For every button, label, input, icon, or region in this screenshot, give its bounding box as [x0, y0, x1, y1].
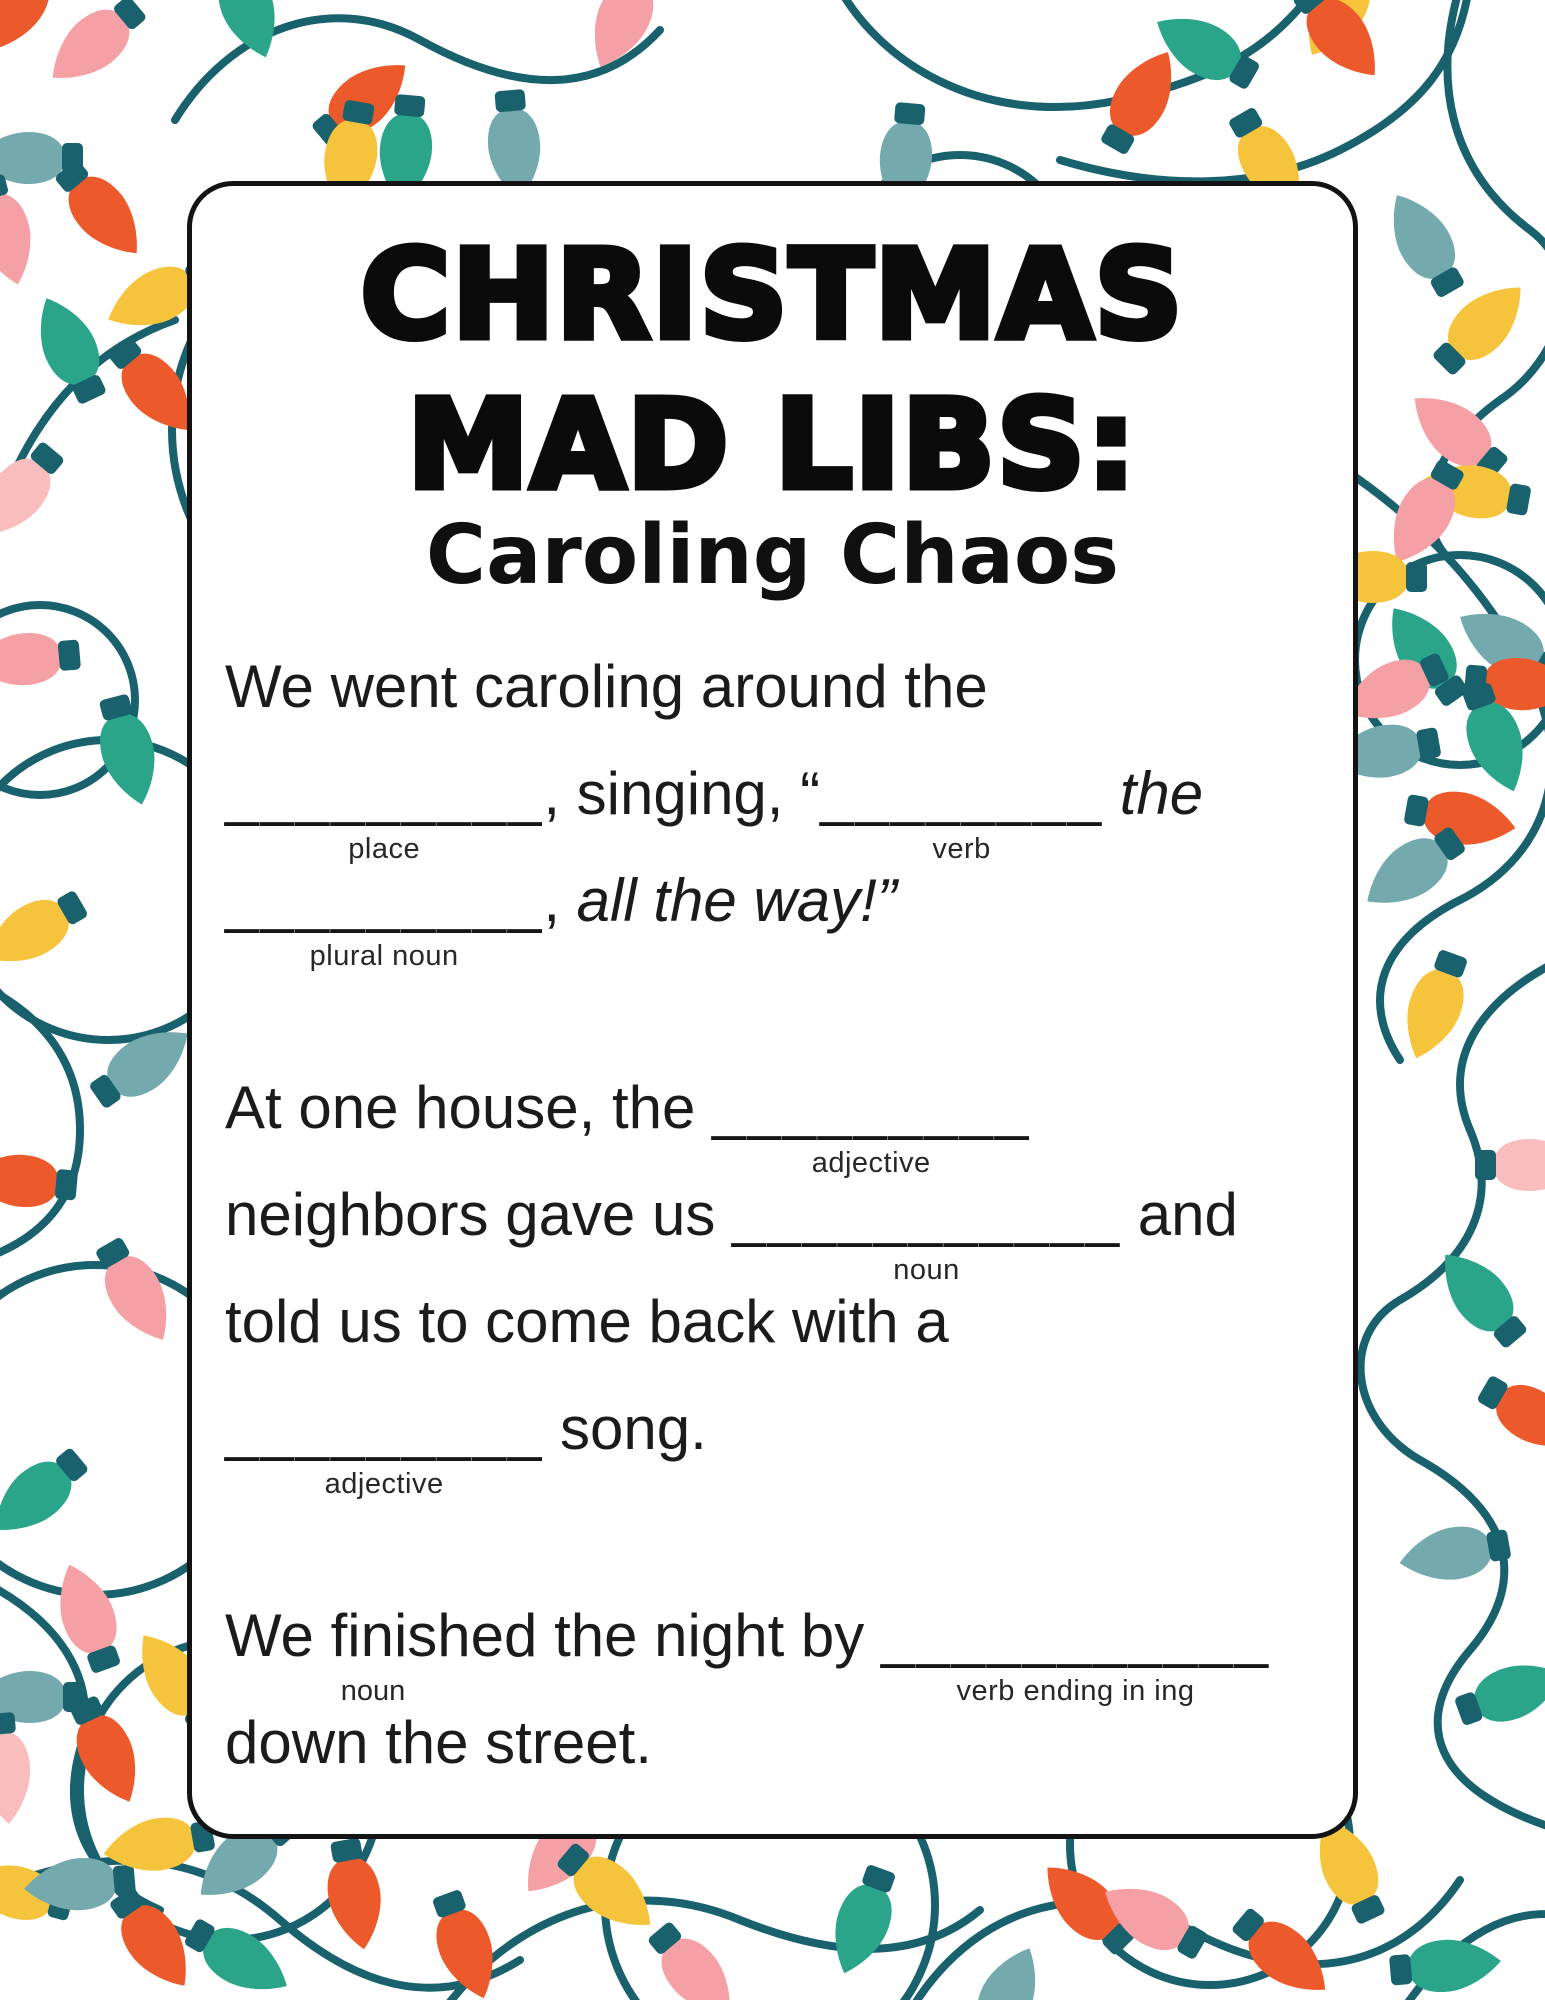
- story-line: [225, 1161, 1329, 1286]
- paragraph-2: [225, 1054, 1329, 1500]
- story-line: [225, 1689, 1329, 1796]
- blank-verb-ing: [880, 1582, 1271, 1707]
- blank-label-adjective: adjective: [324, 1468, 444, 1500]
- story-line: [225, 633, 1329, 740]
- blank-underscores: _________: [712, 1074, 1031, 1141]
- blank-underscores: ________: [820, 760, 1104, 827]
- page-title: [192, 220, 1353, 520]
- story-text-segment-italic: the: [1103, 760, 1204, 827]
- blank-plural-noun: [225, 847, 544, 972]
- blank-adjective-2: [225, 1375, 544, 1500]
- story-text-segment: down the street.: [225, 1709, 652, 1776]
- blank-label-adjective: adjective: [811, 1147, 931, 1179]
- story-line: [225, 847, 1329, 972]
- story-text-segment: , singing, “: [543, 760, 821, 827]
- blank-label-plural-noun: plural noun: [309, 940, 459, 972]
- blank-label-noun-stray: noun: [340, 1675, 406, 1707]
- blank-label-place: place: [348, 833, 421, 865]
- story-line: [225, 1268, 1329, 1375]
- paragraph-1: [225, 633, 1329, 972]
- blank-label-noun: noun: [893, 1254, 960, 1286]
- story-line: [225, 1375, 1329, 1500]
- story-text-segment: and: [1121, 1181, 1238, 1248]
- worksheet-card: [187, 181, 1358, 1839]
- story-text-segment: song.: [543, 1395, 707, 1462]
- story-line: [225, 740, 1329, 865]
- story-text-segment: ,: [543, 867, 560, 934]
- blank-underscores: ___________: [880, 1602, 1271, 1669]
- story-text-segment-italic: all the way!”: [560, 867, 897, 934]
- story-text-segment: neighbors gave us: [225, 1181, 733, 1248]
- story-text-segment: We went caroling around the: [225, 653, 988, 720]
- paragraph-3: [225, 1582, 1329, 1796]
- blank-underscores: ___________: [732, 1181, 1122, 1248]
- blank-place: [225, 740, 544, 865]
- blank-label-verb: verb: [932, 833, 991, 865]
- page-subtitle: Caroling Chaos: [425, 508, 1120, 603]
- blank-underscores: _________: [225, 1395, 544, 1462]
- title-line-1: CHRISTMAS: [360, 224, 1185, 366]
- story-text-segment: told us to come back with a: [225, 1288, 949, 1355]
- story-text: [225, 633, 1329, 1796]
- story-line: [225, 1054, 1329, 1179]
- blank-noun: [732, 1161, 1122, 1286]
- blank-underscores: _________: [225, 867, 544, 934]
- blank-underscores: _________: [225, 760, 544, 827]
- story-text-segment: At one house, the: [225, 1074, 713, 1141]
- story-text-segment: We finished the night by: [225, 1602, 881, 1669]
- blank-label-verb-ing: verb ending in ing: [956, 1675, 1195, 1707]
- blank-verb: [820, 740, 1104, 865]
- story-line: [225, 1582, 1329, 1707]
- title-line-2: MAD LIBS:: [407, 374, 1138, 516]
- blank-adjective-1: [712, 1054, 1031, 1179]
